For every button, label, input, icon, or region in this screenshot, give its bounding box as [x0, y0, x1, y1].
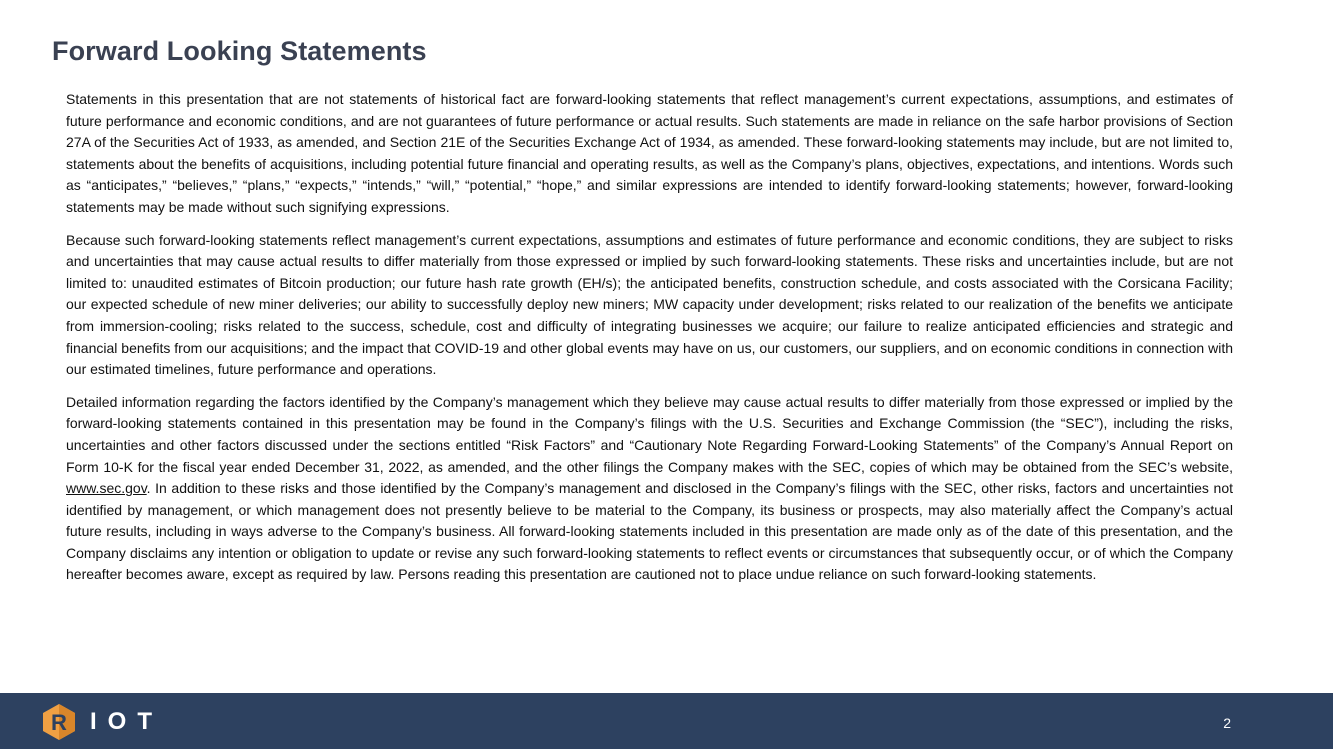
sec-website-link[interactable]: www.sec.gov	[66, 480, 147, 497]
paragraph-detailed-text-before-link: Detailed information regarding the factors identified by the Company’s management which they believe may cause actual results to differ materially from those expressed or implied by the forward-looking statements contained in this presentation may be found in the Company’s filings with the U.S. Securities and Exchange Commission (the “SEC”), including the risks, uncertainties and other factors discussed under the sections entitled “Risk Factors” and “Cautionary Note Regarding Forward-Looking Statements” of the Company’s Annual Report on Form 10-K for the fiscal year ended December 31, 2022, as amended, and the other filings the Company makes with the SEC, copies of which may be obtained from the SEC’s website,	[66, 393, 1233, 475]
page-title: Forward Looking Statements	[52, 36, 427, 66]
footer-bar	[0, 693, 1333, 749]
paragraph-intro: Statements in this presentation that are not statements of historical fact are forward-looking statements that reflect management’s current expectations, assumptions, and estimates of future performance and economic conditions, and are not guarantees of future performance or actual results. Such statements are made in reliance on the safe harbor provisions of Section 27A of the Securities Act of 1933, as amended, and Section 21E of the Securities Exchange Act of 1934, as amended. These forward-looking statements may include, but are not limited to, statements about the benefits of acquisitions, including potential future financial and operating results, as well as the Company’s plans, objectives, expectations, and intentions. Words such as “anticipates,” “believes,” “plans,” “expects,” “intends,” “will,” “potential,” “hope,” and similar expressions are intended to identify forward-looking statements; however, forward-looking statements may be made without such signifying expressions.	[66, 91, 1233, 215]
paragraph-detailed-information	[66, 392, 1233, 586]
riot-logo	[40, 703, 163, 741]
statement-body	[66, 89, 1233, 597]
logo-letter: R	[51, 710, 67, 735]
riot-hexagon-logo-icon	[40, 703, 78, 741]
page-number: 2	[1223, 715, 1231, 731]
paragraph-risks: Because such forward-looking statements reflect management’s current expectations, assumptions and estimates of future performance and economic conditions, they are subject to risks and uncertainties that may cause actual results to differ materially from those expressed or implied by such forward-looking statements. These risks and uncertainties include, but are not limited to: unaudited estimates of Bitcoin production; our future hash rate growth (EH/s); the anticipated benefits, construction schedule, and costs associated with the Corsicana Facility; our expected schedule of new miner deliveries; our ability to successfully deploy new miners; MW capacity under development; risks related to our realization of the benefits we anticipate from immersion-cooling; risks related to the success, schedule, cost and difficulty of integrating businesses we acquire; our failure to realize anticipated efficiencies and strategic and financial benefits from our acquisitions; and the impact that COVID-19 and other global events may have on us, our customers, our suppliers, and on economic conditions in connection with our estimated timelines, future performance and operations.	[66, 231, 1233, 378]
logo-wordmark: IOT	[90, 708, 163, 735]
paragraph-detailed-text-after-link: . In addition to these risks and those identified by the Company’s management and disclosed in the Company’s filings with the SEC, other risks, factors and uncertainties not identified by management, or which management does not presently believe to be material to the Company, its business or prospects, may also materially affect the Company’s actual future results, including in ways adverse to the Company’s business. All forward-looking statements included in this presentation are made only as of the date of this presentation, and the Company disclaims any intention or obligation to update or revise any such forward-looking statements to reflect events or circumstances that subsequently occur, or of which the Company hereafter becomes aware, except as required by law. Persons reading this presentation are cautioned not to place undue reliance on such forward-looking statements.	[66, 480, 1233, 583]
